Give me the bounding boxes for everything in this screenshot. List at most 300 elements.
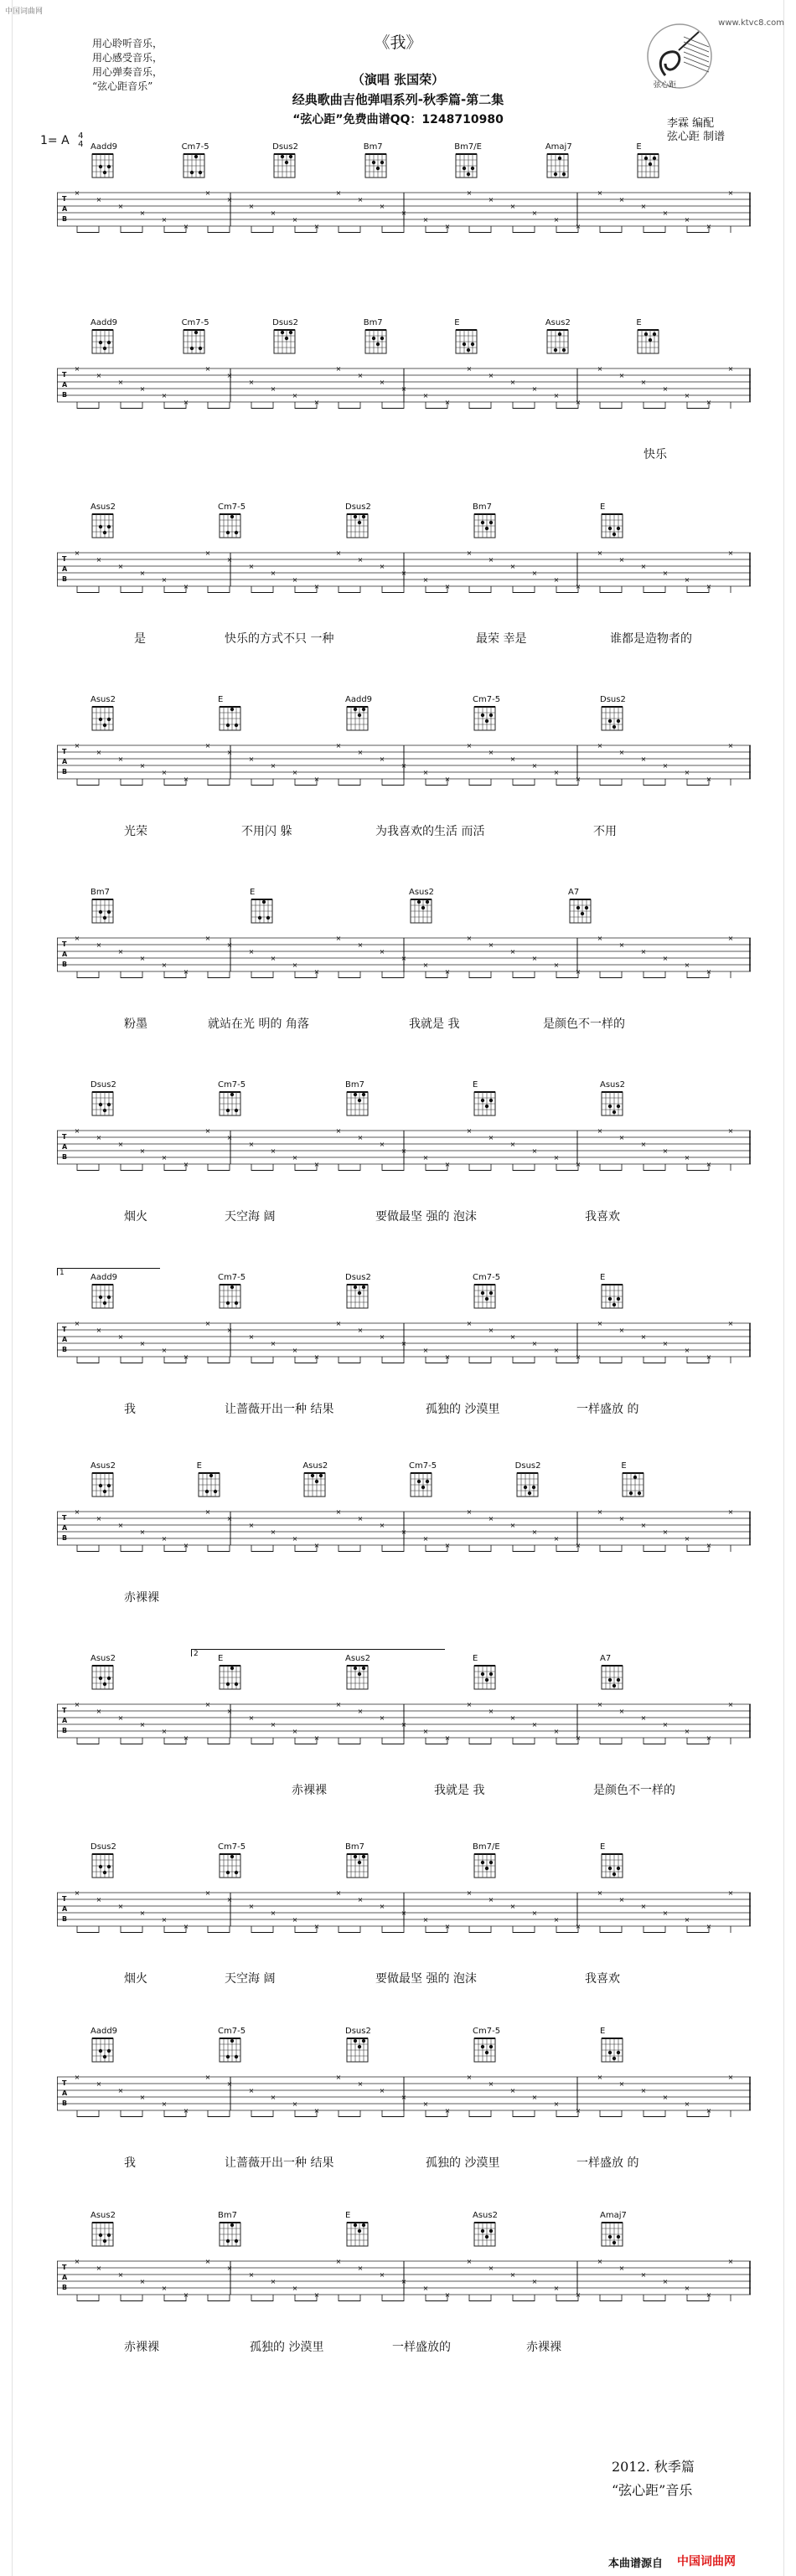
svg-text:×: ×	[270, 1528, 277, 1536]
lyric-phrase: 孤独的 沙漠里	[426, 2156, 500, 2170]
svg-text:×: ×	[161, 961, 168, 969]
svg-text:×: ×	[422, 1347, 429, 1354]
chord-name: Cm7-5	[181, 318, 209, 327]
motto-line: “弦心距音乐”	[92, 80, 153, 92]
svg-text:×: ×	[379, 755, 385, 763]
lyric-row	[57, 1208, 727, 1226]
time-sig-top: 4	[78, 131, 84, 141]
tab-staff	[57, 1321, 751, 1363]
svg-text:×: ×	[466, 191, 473, 197]
chord-grid	[636, 328, 661, 357]
svg-text:×: ×	[161, 1916, 168, 1924]
svg-text:×: ×	[96, 2264, 102, 2272]
chord-grid	[473, 2037, 498, 2065]
svg-text:×: ×	[379, 1714, 385, 1722]
chord-grid	[182, 152, 207, 181]
chord-name: Dsus2	[90, 1842, 116, 1852]
motto-line: 用心弹奏音乐，	[92, 66, 163, 78]
logo-text: 弦心距	[654, 81, 677, 90]
chord-name: Dsus2	[272, 142, 298, 152]
svg-text:×: ×	[575, 1734, 581, 1742]
lyric-row	[57, 2338, 727, 2357]
lyric-row	[57, 2154, 727, 2172]
series-line: 经典歌曲吉他弹唱系列-秋季篇-第二集	[292, 92, 504, 107]
svg-text:×: ×	[488, 372, 494, 379]
svg-text:×: ×	[553, 2100, 560, 2108]
svg-text:×: ×	[422, 961, 429, 969]
chord-name: Cm7-5	[218, 1080, 246, 1090]
svg-text:×: ×	[117, 379, 124, 386]
lyric-phrase: 天空海 阔	[225, 1972, 276, 1986]
svg-text:×: ×	[292, 1535, 298, 1543]
svg-text:×: ×	[727, 1510, 734, 1516]
tab-system	[57, 318, 751, 461]
svg-text:×: ×	[161, 769, 168, 776]
svg-text:×: ×	[401, 955, 407, 962]
svg-text:×: ×	[226, 1515, 233, 1522]
chord-grid	[345, 2221, 370, 2249]
svg-text:×: ×	[74, 2075, 80, 2081]
svg-text:×: ×	[684, 961, 690, 969]
lyric-row	[57, 630, 727, 648]
tab-clef-letter: T	[62, 1514, 67, 1522]
chord-grid	[302, 1471, 328, 1500]
right-watermark-strip	[783, 0, 796, 2576]
tab-staff	[57, 367, 751, 409]
svg-text:×: ×	[422, 1916, 429, 1924]
svg-text:×: ×	[313, 1353, 320, 1361]
svg-text:×: ×	[444, 1542, 451, 1549]
svg-text:×: ×	[226, 749, 233, 756]
svg-text:×: ×	[640, 379, 647, 386]
chord-diagram	[621, 1461, 654, 1500]
svg-text:×: ×	[248, 563, 255, 570]
svg-text:×: ×	[531, 2278, 538, 2285]
lyric-phrase: 烟火	[124, 1210, 147, 1224]
svg-text:×: ×	[204, 551, 211, 557]
tab-clef-letter: A	[62, 1905, 68, 1913]
tab-clef-letter: B	[62, 1153, 68, 1161]
chord-diagram	[345, 1273, 379, 1311]
tab-clef-letter: T	[62, 2264, 67, 2271]
chord-grid	[454, 328, 479, 357]
volta-bracket: 1	[57, 1268, 160, 1275]
svg-text:×: ×	[684, 216, 690, 224]
svg-text:×: ×	[248, 1714, 255, 1722]
svg-text:×: ×	[466, 744, 473, 750]
footer-source-brand[interactable]: 中国词曲网	[677, 2555, 736, 2568]
svg-text:×: ×	[422, 2100, 429, 2108]
svg-text:×: ×	[270, 2278, 277, 2285]
svg-text:×: ×	[139, 385, 146, 393]
chord-diagram	[409, 888, 442, 926]
chord-grid	[473, 1852, 498, 1881]
svg-text:×: ×	[727, 744, 734, 750]
footer-signature	[612, 2455, 695, 2502]
lyric-row	[57, 1781, 727, 1800]
svg-text:×: ×	[379, 1522, 385, 1529]
chord-diagram	[636, 142, 669, 181]
svg-text:×: ×	[74, 367, 80, 373]
chord-diagram	[600, 1080, 633, 1119]
svg-text:×: ×	[117, 1141, 124, 1148]
tab-clef	[62, 1894, 67, 1924]
chord-diagram	[90, 502, 124, 541]
svg-text:×: ×	[270, 1721, 277, 1728]
tab-system	[57, 502, 751, 645]
svg-text:×: ×	[553, 769, 560, 776]
chord-name: Bm7	[90, 888, 110, 897]
svg-text:×: ×	[204, 2075, 211, 2081]
tab-clef-letter: A	[62, 565, 68, 573]
svg-text:×: ×	[662, 1340, 669, 1347]
chord-diagram	[90, 318, 124, 357]
svg-text:×: ×	[226, 1134, 233, 1141]
svg-text:×: ×	[313, 1542, 320, 1549]
svg-text:×: ×	[96, 941, 102, 949]
chord-name: Dsus2	[345, 2027, 371, 2036]
chord-diagram	[90, 1461, 124, 1500]
svg-text:×: ×	[161, 1347, 168, 1354]
chord-name: Bm7	[473, 502, 492, 512]
tab-system	[57, 888, 751, 1030]
tab-clef-letter: T	[62, 1707, 67, 1714]
chord-diagram	[364, 142, 397, 181]
chord-grid	[218, 705, 243, 734]
chord-name: Dsus2	[600, 695, 626, 704]
svg-text:×: ×	[488, 2264, 494, 2272]
svg-text:×: ×	[335, 367, 342, 373]
chord-name: Cm7-5	[473, 1273, 501, 1282]
chord-name: Asus2	[302, 1461, 328, 1471]
chord-name: Aadd9	[90, 2027, 118, 2036]
svg-text:×: ×	[531, 762, 538, 770]
svg-text:×: ×	[204, 191, 211, 197]
chord-grid	[364, 152, 389, 181]
chord-diagram	[218, 695, 251, 734]
svg-text:×: ×	[509, 203, 516, 210]
chord-name: Bm7/E	[454, 142, 482, 152]
chord-name: E	[218, 695, 224, 704]
tab-staff	[57, 1510, 751, 1552]
svg-text:×: ×	[270, 955, 277, 962]
motto-line: 用心聆听音乐，	[92, 38, 163, 49]
svg-text:×: ×	[401, 762, 407, 770]
lyric-row	[57, 1970, 727, 1988]
svg-text:×: ×	[597, 744, 603, 750]
qq-line: “弦心距”免费曲谱QQ：1248710980	[292, 113, 504, 126]
svg-text:×: ×	[96, 749, 102, 756]
svg-text:×: ×	[597, 1129, 603, 1135]
svg-text:×: ×	[727, 367, 734, 373]
lyric-phrase: 一样盛放的	[392, 2341, 451, 2354]
tab-clef-letter: A	[62, 2274, 68, 2281]
svg-text:×: ×	[466, 551, 473, 557]
chord-diagram	[90, 1842, 124, 1881]
chord-diagram	[473, 1080, 506, 1119]
chord-grid	[600, 2221, 625, 2249]
chord-diagram	[545, 142, 579, 181]
chord-name: Cm7-5	[218, 1273, 246, 1282]
svg-text:×: ×	[618, 1134, 625, 1141]
svg-text:×: ×	[488, 1327, 494, 1334]
chord-diagram	[454, 142, 488, 181]
lyric-phrase: 孤独的 沙漠里	[250, 2341, 324, 2354]
chord-diagram	[473, 1654, 506, 1692]
svg-text:×: ×	[96, 1134, 102, 1141]
svg-text:×: ×	[401, 1528, 407, 1536]
svg-text:×: ×	[313, 1734, 320, 1742]
svg-text:×: ×	[662, 955, 669, 962]
chord-name: Amaj7	[545, 142, 572, 152]
svg-text:×: ×	[379, 1903, 385, 1910]
site-url[interactable]: www.ktvc8.com	[718, 18, 784, 28]
svg-text:×: ×	[662, 1721, 669, 1728]
svg-text:×: ×	[183, 1353, 189, 1361]
svg-text:×: ×	[640, 1333, 647, 1341]
svg-text:×: ×	[226, 372, 233, 379]
svg-text:×: ×	[183, 1161, 189, 1168]
chord-name: Dsus2	[345, 1273, 371, 1282]
svg-text:×: ×	[226, 196, 233, 204]
svg-text:×: ×	[357, 2264, 364, 2272]
svg-text:×: ×	[335, 1703, 342, 1708]
svg-text:×: ×	[292, 961, 298, 969]
chord-diagram	[272, 318, 306, 357]
tab-clef-letter: A	[62, 1524, 68, 1532]
svg-text:×: ×	[335, 1510, 342, 1516]
chord-diagram	[454, 318, 488, 357]
svg-text:×: ×	[117, 203, 124, 210]
lyric-phrase: 让蔷薇开出一种 结果	[225, 1403, 334, 1416]
svg-text:×: ×	[204, 936, 211, 942]
tab-clef-letter: A	[62, 1336, 68, 1343]
chord-diagram	[345, 1842, 379, 1881]
tab-clef-letter: A	[62, 1143, 68, 1151]
chord-grid	[218, 1664, 243, 1692]
svg-text:×: ×	[509, 1714, 516, 1722]
svg-text:×: ×	[488, 556, 494, 564]
svg-text:×: ×	[488, 1708, 494, 1715]
svg-text:×: ×	[706, 1923, 712, 1930]
svg-text:×: ×	[640, 948, 647, 956]
svg-text:×: ×	[335, 191, 342, 197]
tab-system	[57, 1269, 751, 1416]
chord-name: Asus2	[90, 695, 116, 704]
lyric-row	[57, 822, 727, 841]
chord-diagram	[197, 1461, 230, 1500]
tab-staff	[57, 2075, 751, 2117]
svg-text:×: ×	[117, 1903, 124, 1910]
svg-text:×: ×	[422, 576, 429, 584]
svg-text:×: ×	[74, 1129, 80, 1135]
tab-staff	[57, 1129, 751, 1171]
svg-text:×: ×	[357, 372, 364, 379]
footer-source-label: 本曲谱源自	[608, 2558, 664, 2570]
svg-text:×: ×	[553, 1535, 560, 1543]
svg-text:×: ×	[139, 955, 146, 962]
svg-text:×: ×	[74, 1891, 80, 1897]
svg-text:×: ×	[488, 1134, 494, 1141]
svg-text:×: ×	[74, 2259, 80, 2265]
chord-diagram	[545, 318, 579, 357]
svg-text:×: ×	[183, 2107, 189, 2115]
svg-text:×: ×	[662, 1147, 669, 1155]
svg-text:×: ×	[466, 1129, 473, 1135]
chord-grid	[473, 2221, 498, 2249]
chord-name: E	[473, 1080, 478, 1090]
chord-name: E	[473, 1654, 478, 1663]
svg-text:×: ×	[444, 775, 451, 783]
chord-diagram	[345, 2027, 379, 2065]
chord-grid	[345, 1283, 370, 1311]
lyric-phrase: 赤裸裸	[124, 1591, 159, 1605]
svg-text:×: ×	[335, 936, 342, 942]
chord-diagram	[600, 502, 633, 541]
lyric-phrase: 光荣	[124, 825, 147, 838]
tab-clef-letter: B	[62, 961, 68, 968]
chord-grid	[218, 1852, 243, 1881]
lyric-phrase: 赤裸裸	[526, 2341, 561, 2354]
svg-text:×: ×	[401, 1721, 407, 1728]
chord-name: E	[250, 888, 256, 897]
svg-text:×: ×	[575, 1542, 581, 1549]
svg-text:×: ×	[618, 1708, 625, 1715]
chord-name: A7	[568, 888, 580, 897]
svg-text:×: ×	[444, 399, 451, 406]
lyric-row	[57, 270, 727, 288]
svg-text:×: ×	[379, 563, 385, 570]
lyric-phrase: 我就是 我	[434, 1784, 485, 1797]
lyric-phrase: 我就是 我	[409, 1018, 460, 1031]
svg-text:×: ×	[618, 1515, 625, 1522]
chord-diagram	[218, 502, 251, 541]
svg-text:×: ×	[96, 1708, 102, 1715]
svg-text:×: ×	[357, 941, 364, 949]
svg-text:×: ×	[204, 1703, 211, 1708]
chord-name: Bm7	[363, 318, 383, 327]
svg-text:×: ×	[226, 556, 233, 564]
svg-text:×: ×	[401, 569, 407, 577]
chord-name: Dsus2	[514, 1461, 541, 1471]
tab-clef-letter: T	[62, 1895, 67, 1903]
svg-text:×: ×	[379, 203, 385, 210]
svg-text:×: ×	[706, 775, 712, 783]
lyric-phrase: 赤裸裸	[124, 2341, 159, 2354]
motto-line: 用心感受音乐，	[92, 52, 163, 64]
chord-diagram	[218, 1273, 251, 1311]
svg-text:×: ×	[488, 749, 494, 756]
svg-text:×: ×	[662, 762, 669, 770]
tab-staff	[57, 1891, 751, 1933]
svg-text:×: ×	[662, 1909, 669, 1917]
chord-name: E	[636, 142, 642, 152]
svg-text:×: ×	[553, 961, 560, 969]
svg-text:×: ×	[161, 2100, 168, 2108]
svg-text:×: ×	[575, 968, 581, 976]
tab-clef	[62, 2079, 67, 2109]
guitar-logo-icon	[645, 22, 714, 90]
tab-clef	[62, 194, 67, 224]
chord-name: E	[218, 1654, 224, 1663]
svg-text:×: ×	[531, 955, 538, 962]
chord-grid	[90, 1664, 116, 1692]
svg-text:×: ×	[183, 775, 189, 783]
svg-text:×: ×	[597, 1703, 603, 1708]
svg-text:×: ×	[531, 1340, 538, 1347]
chord-grid	[90, 705, 116, 734]
svg-text:×: ×	[139, 1721, 146, 1728]
svg-text:×: ×	[204, 1891, 211, 1897]
chord-grid	[473, 513, 498, 541]
chord-grid	[473, 1090, 498, 1119]
chord-name: Asus2	[473, 2211, 498, 2220]
svg-text:×: ×	[553, 1347, 560, 1354]
svg-text:×: ×	[270, 1147, 277, 1155]
svg-text:×: ×	[270, 209, 277, 217]
lyric-phrase: 我	[124, 1403, 136, 1416]
svg-text:×: ×	[597, 2259, 603, 2265]
song-title: 《我》	[374, 33, 422, 52]
chord-diagram	[90, 1080, 124, 1119]
svg-text:×: ×	[422, 216, 429, 224]
svg-text:×: ×	[248, 948, 255, 956]
chord-diagram	[345, 2211, 379, 2249]
svg-text:×: ×	[684, 392, 690, 399]
tab-clef	[62, 554, 67, 585]
chord-diagram	[600, 695, 633, 734]
svg-text:×: ×	[684, 1154, 690, 1162]
chord-grid	[197, 1471, 222, 1500]
tab-system	[57, 1842, 751, 1985]
svg-text:×: ×	[444, 1734, 451, 1742]
svg-text:×: ×	[248, 2087, 255, 2094]
time-sig-bottom: 4	[78, 140, 84, 149]
chord-diagram	[90, 2027, 124, 2065]
tab-clef-letter: A	[62, 1717, 68, 1724]
svg-text:×: ×	[313, 583, 320, 590]
svg-text:×: ×	[618, 1896, 625, 1904]
svg-text:×: ×	[575, 583, 581, 590]
svg-text:×: ×	[575, 1353, 581, 1361]
chord-diagram	[90, 2211, 124, 2249]
svg-text:×: ×	[74, 191, 80, 197]
svg-text:×: ×	[466, 367, 473, 373]
lyric-phrase: 烟火	[124, 1972, 147, 1986]
tab-clef-letter: B	[62, 1727, 68, 1734]
svg-text:×: ×	[727, 1129, 734, 1135]
svg-text:×: ×	[640, 755, 647, 763]
svg-text:×: ×	[270, 385, 277, 393]
svg-text:×: ×	[117, 1714, 124, 1722]
svg-text:×: ×	[553, 576, 560, 584]
svg-text:×: ×	[727, 2075, 734, 2081]
chord-name: Asus2	[345, 1654, 370, 1663]
svg-text:×: ×	[117, 563, 124, 570]
svg-text:×: ×	[553, 1916, 560, 1924]
tab-clef-letter: B	[62, 391, 68, 399]
svg-text:×: ×	[96, 196, 102, 204]
chord-grid	[90, 152, 116, 181]
chord-grid	[600, 2037, 625, 2065]
svg-text:×: ×	[706, 1161, 712, 1168]
chord-diagram	[90, 888, 124, 926]
svg-text:×: ×	[139, 1340, 146, 1347]
footer-year: 2012. 秋季篇	[612, 2459, 695, 2475]
svg-text:×: ×	[444, 2291, 451, 2299]
chord-name: E	[600, 1842, 606, 1852]
svg-text:×: ×	[379, 1333, 385, 1341]
